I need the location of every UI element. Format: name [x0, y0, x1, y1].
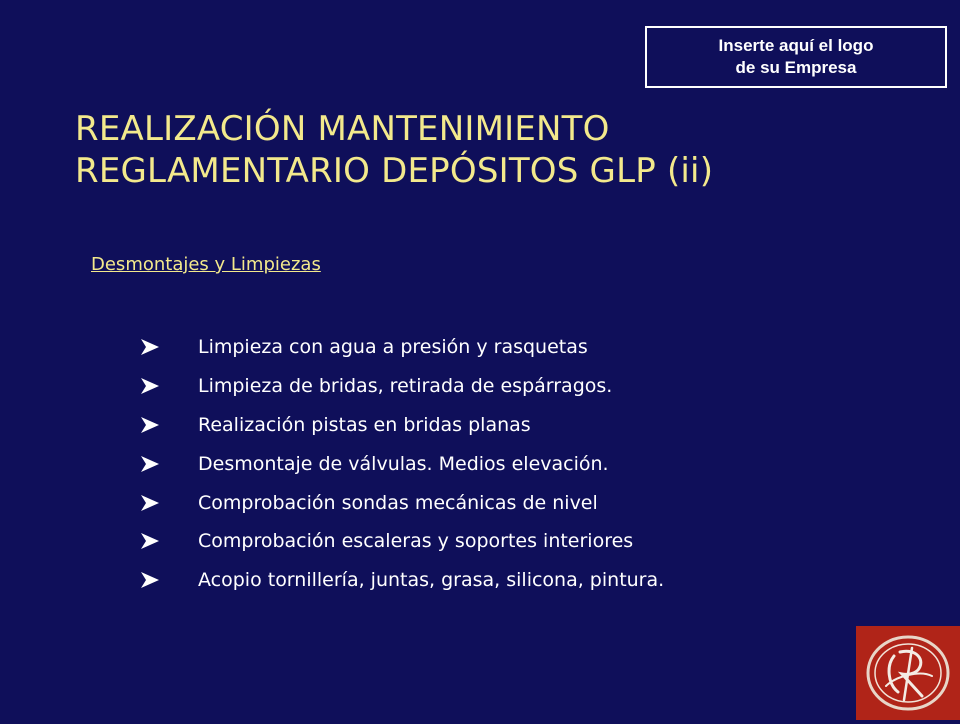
- bullet-item: [140, 561, 664, 600]
- arrowhead-bullet-icon: [140, 571, 198, 589]
- bullet-text: Limpieza de bridas, retirada de espárragos.: [198, 375, 613, 398]
- bullet-item: [140, 406, 664, 445]
- bullet-text: Comprobación sondas mecánicas de nivel: [198, 491, 598, 514]
- bullet-list: [140, 328, 664, 600]
- bullet-text: Comprobación escaleras y soportes interiores: [198, 530, 634, 553]
- arrowhead-bullet-icon: [140, 416, 198, 434]
- bullet-item: [140, 367, 664, 406]
- slide-title-line-1: REALIZACIÓN MANTENIMIENTO: [75, 109, 610, 149]
- arrowhead-bullet-icon: [140, 455, 198, 473]
- bullet-text: Realización pistas en bridas planas: [198, 413, 531, 436]
- arrowhead-bullet-icon: [140, 532, 198, 550]
- bullet-text: Limpieza con agua a presión y rasquetas: [198, 336, 588, 359]
- slide-title: [75, 108, 895, 192]
- arrowhead-bullet-icon: [140, 338, 198, 356]
- bullet-item: [140, 444, 664, 483]
- slide-title-line-2: REGLAMENTARIO DEPÓSITOS GLP (ii): [75, 151, 714, 191]
- bullet-item: [140, 483, 664, 522]
- logo-placeholder-line-2: de su Empresa: [735, 58, 857, 77]
- bullet-text: Acopio tornillería, juntas, grasa, silicona, pintura.: [198, 569, 665, 592]
- logo-placeholder-box: [645, 26, 947, 88]
- bullet-text: Desmontaje de válvulas. Medios elevación.: [198, 452, 609, 475]
- bullet-item: [140, 328, 664, 367]
- section-heading: Desmontajes y Limpiezas: [91, 254, 321, 275]
- logo-placeholder-line-1: Inserte aquí el logo: [718, 36, 874, 55]
- arrowhead-bullet-icon: [140, 377, 198, 395]
- bullet-item: [140, 522, 664, 561]
- arrowhead-bullet-icon: [140, 494, 198, 512]
- company-emblem-icon: [856, 626, 960, 720]
